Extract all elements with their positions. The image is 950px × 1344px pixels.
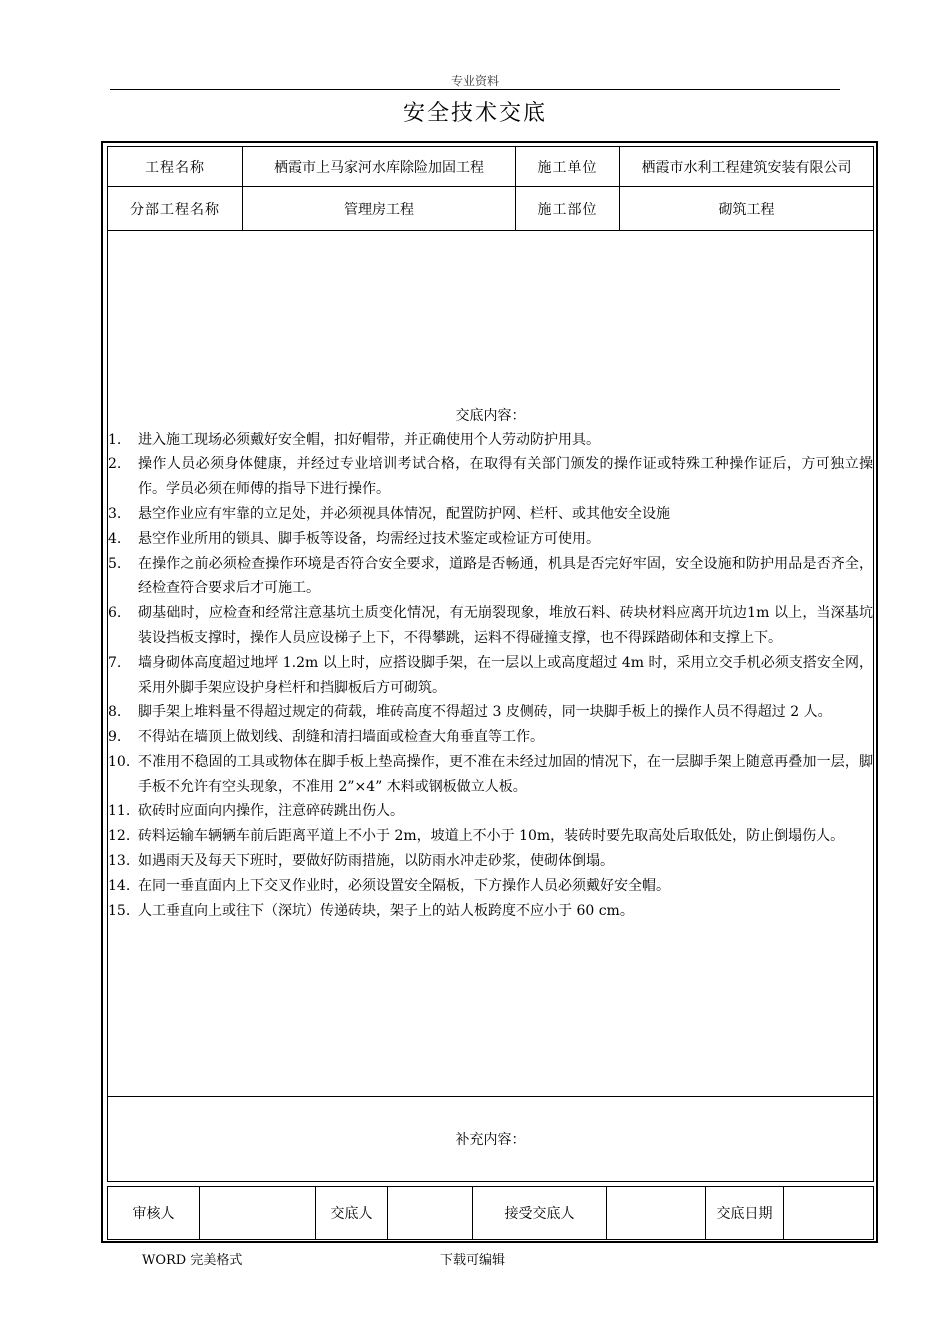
sub-project-label: 分部工程名称 bbox=[108, 187, 243, 231]
receiver-label: 接受交底人 bbox=[473, 1187, 607, 1240]
rule-text: 砖料运输车辆辆车前后距离平道上不小于 2m，坡道上不小于 10m，装砖时要先取高处后取低处，防止倒塌伤人。 bbox=[138, 828, 845, 845]
header-divider bbox=[110, 89, 840, 90]
rule-text: 在操作之前必须检查操作环境是否符合安全要求，道路是否畅通，机具是否完好牢固，安全设施和防护用品是否齐全，经检查符合要求后才可施工。 bbox=[138, 555, 873, 597]
date-field[interactable] bbox=[784, 1187, 874, 1240]
rule-number: 14. bbox=[108, 877, 131, 894]
rule-item bbox=[108, 502, 873, 527]
rule-item bbox=[108, 527, 873, 552]
rule-number: 8. bbox=[108, 704, 122, 721]
document-title: 安全技术交底 bbox=[402, 101, 547, 126]
content-cell bbox=[108, 231, 874, 1097]
reviewer-field[interactable] bbox=[200, 1187, 316, 1240]
rule-text: 人工垂直向上或往下（深坑）传递砖块，架子上的站人板跨度不应小于 60 cm。 bbox=[138, 902, 634, 919]
signature-table bbox=[107, 1186, 874, 1240]
rule-item bbox=[108, 552, 873, 602]
rule-item bbox=[108, 824, 873, 849]
reviewer-label: 审核人 bbox=[108, 1187, 200, 1240]
presenter-label: 交底人 bbox=[316, 1187, 388, 1240]
rule-number: 12. bbox=[108, 828, 131, 845]
rule-number: 11. bbox=[108, 803, 131, 820]
supplement-cell bbox=[108, 1097, 874, 1182]
rule-number: 13. bbox=[108, 853, 131, 870]
rule-text: 悬空作业所用的锁具、脚手板等设备，均需经过技术鉴定或检证方可使用。 bbox=[138, 530, 600, 547]
date-label: 交底日期 bbox=[706, 1187, 784, 1240]
rule-text: 悬空作业应有牢靠的立足处，并必须视具体情况，配置防护网、栏杆、或其他安全设施 bbox=[138, 505, 670, 522]
sub-project-value: 管理房工程 bbox=[243, 187, 516, 231]
construction-part-label: 施工部位 bbox=[516, 187, 620, 231]
rule-text: 墙身砌体高度超过地坪 1.2m 以上时，应搭设脚手架，在一层以上或高度超过 4m 时，采用立交手机必须支搭安全网，采用外脚手架应设护身栏杆和挡脚板后方可砌筑。 bbox=[138, 654, 873, 696]
rule-item bbox=[108, 899, 873, 924]
presenter-field[interactable] bbox=[388, 1187, 473, 1240]
rule-text: 砍砖时应面向内操作，注意碎砖跳出伤人。 bbox=[138, 803, 404, 820]
rule-item bbox=[108, 725, 873, 750]
rule-item bbox=[108, 601, 873, 651]
rule-text: 不准用不稳固的工具或物体在脚手板上垫高操作，更不准在未经过加固的情况下，在一层脚手架上随意再叠加一层，脚手板不允许有空头现象，不准用 2”×4” 木料或钢板做立人板。 bbox=[138, 753, 873, 795]
project-name-label: 工程名称 bbox=[108, 147, 243, 187]
content-heading: 交底内容： bbox=[455, 407, 526, 424]
rule-text: 砌基础时，应检查和经常注意基坑土质变化情况，有无崩裂现象，堆放石料、砖块材料应离开坑边1m 以上，当深基坑装设挡板支撑时，操作人员应设梯子上下，不得攀跳，运料不得碰撞支撑，也不得踩踏砌体和支撑上下。 bbox=[138, 605, 873, 646]
rule-item bbox=[108, 428, 873, 453]
rule-item bbox=[108, 874, 873, 899]
rule-item bbox=[108, 799, 873, 824]
construction-part-value: 砌筑工程 bbox=[620, 187, 874, 231]
rule-item bbox=[108, 651, 873, 701]
signature-row bbox=[108, 1187, 874, 1240]
rule-number: 6. bbox=[108, 605, 122, 622]
rule-number: 4. bbox=[108, 530, 122, 547]
project-info-row bbox=[108, 147, 874, 187]
receiver-field[interactable] bbox=[607, 1187, 706, 1240]
supplement-row bbox=[108, 1097, 874, 1182]
content-row bbox=[108, 231, 874, 1097]
rule-number: 10. bbox=[108, 753, 131, 770]
rule-text: 不得站在墙顶上做划线、刮缝和清扫墙面或检查大角垂直等工作。 bbox=[138, 729, 544, 746]
rule-number: 3. bbox=[108, 505, 122, 522]
rule-item bbox=[108, 750, 873, 800]
rule-number: 9. bbox=[108, 729, 122, 746]
rule-text: 脚手架上堆料量不得超过规定的荷载，堆砖高度不得超过 3 皮侧砖，同一块脚手板上的操作人员不得超过 2 人。 bbox=[138, 704, 832, 721]
rule-number: 2. bbox=[108, 456, 122, 473]
rule-text: 如遇雨天及每天下班时，要做好防雨措施，以防雨水冲走砂浆，使砌体倒塌。 bbox=[138, 853, 614, 870]
rule-text: 操作人员必须身体健康，并经过专业培训考试合格，在取得有关部门颁发的操作证或特殊工种操作证后，方可独立操作。学员必须在师傅的指导下进行操作。 bbox=[138, 456, 873, 498]
sub-project-row bbox=[108, 187, 874, 231]
rule-number: 5. bbox=[108, 555, 122, 572]
page-header-label: 专业资料 bbox=[450, 74, 499, 88]
rule-text: 进入施工现场必须戴好安全帽，扣好帽带，并正确使用个人劳动防护用具。 bbox=[138, 431, 600, 448]
project-name-value: 栖霞市上马家河水库除险加固工程 bbox=[243, 147, 516, 187]
footer-format-note: WORD 完美格式 bbox=[142, 1253, 243, 1268]
footer-editable-note: 下载可编辑 bbox=[440, 1253, 506, 1268]
rule-number: 15. bbox=[108, 902, 131, 919]
contractor-value: 栖霞市水利工程建筑安装有限公司 bbox=[620, 147, 874, 187]
rules-list bbox=[108, 428, 873, 924]
supplement-heading: 补充内容： bbox=[455, 1132, 526, 1148]
disclosure-table bbox=[107, 146, 874, 1182]
rule-number: 7. bbox=[108, 654, 122, 671]
rule-number: 1. bbox=[108, 431, 122, 448]
contractor-label: 施工单位 bbox=[516, 147, 620, 187]
rule-item bbox=[108, 849, 873, 874]
rule-item bbox=[108, 700, 873, 725]
rule-text: 在同一垂直面内上下交叉作业时，必须设置安全隔板，下方操作人员必须戴好安全帽。 bbox=[138, 877, 670, 894]
rule-item bbox=[108, 452, 873, 502]
